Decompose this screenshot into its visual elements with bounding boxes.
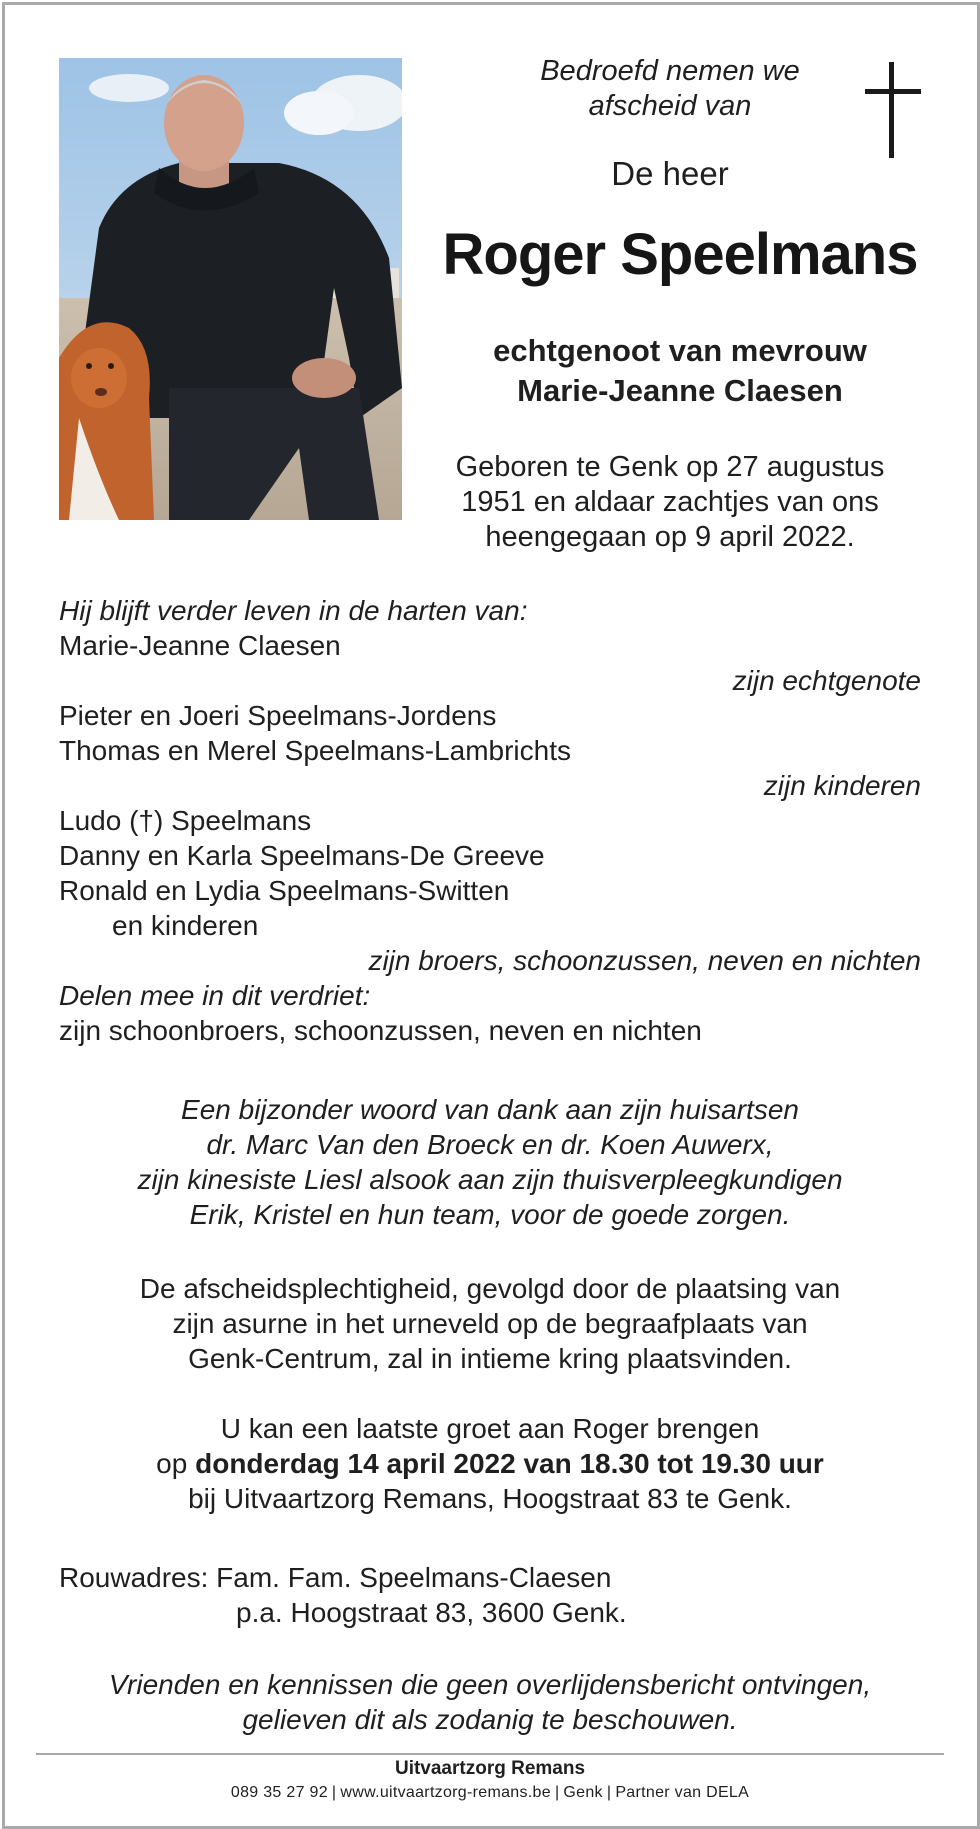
share-heading: Delen mee in dit verdriet:	[59, 980, 371, 1011]
thanks-line-1: Een bijzonder woord van dank aan zijn huisartsen	[181, 1094, 799, 1125]
children-role: zijn kinderen	[763, 770, 921, 801]
ceremony-line-1: De afscheidsplechtigheid, gevolgd door de plaatsing van	[139, 1273, 841, 1304]
deceased-name: Roger Speelmans	[442, 222, 918, 287]
visit-line-1: U kan een laatste groet aan Roger brengen	[220, 1413, 760, 1444]
thanks-line-4: Erik, Kristel en hun team, voor de goede zorgen.	[189, 1199, 791, 1230]
address-line-2: p.a. Hoogstraat 83, 3600 Genk.	[236, 1597, 627, 1628]
siblings-role: zijn broers, schoonzussen, neven en nichten	[368, 945, 921, 976]
visit-line-3: bij Uitvaartzorg Remans, Hoogstraat 83 te Genk.	[188, 1483, 792, 1514]
sibling-2: Danny en Karla Speelmans-De Greeve	[59, 840, 545, 871]
family-heading: Hij blijft verder leven in de harten van:	[59, 595, 528, 626]
sibling-3: Ronald en Lydia Speelmans-Switten	[59, 875, 510, 906]
share-text: zijn schoonbroers, schoonzussen, neven en nichten	[59, 1015, 702, 1046]
birth-line-2: 1951 en aldaar zachtjes van ons	[461, 486, 879, 518]
sibling-1: Ludo (†) Speelmans	[59, 805, 312, 836]
visit-prefix: op	[156, 1448, 196, 1479]
child-2: Thomas en Merel Speelmans-Lambrichts	[59, 735, 571, 766]
spouse-role: zijn echtgenote	[732, 665, 921, 696]
title-prefix: De heer	[611, 155, 729, 192]
footer-separator: |	[554, 1784, 560, 1801]
address-line-1: Rouwadres: Fam. Fam. Speelmans-Claesen	[59, 1562, 612, 1593]
footer-separator: |	[606, 1784, 612, 1801]
footer-phone: 089 35 27 92	[230, 1784, 328, 1801]
birth-line-3: heengegaan op 9 april 2022.	[485, 521, 855, 553]
intro-line-1: Bedroefd nemen we	[540, 55, 800, 87]
intro-line-2: afscheid van	[588, 90, 752, 122]
spouse-line-2: Marie-Jeanne Claesen	[517, 373, 843, 408]
spouse-line-1: echtgenoot van mevrouw	[493, 333, 867, 368]
footer-city: Genk	[563, 1784, 603, 1801]
footer-company: Uitvaartzorg Remans	[394, 1758, 586, 1779]
thanks-line-3: zijn kinesiste Liesl alsook aan zijn thuisverpleegkundigen	[137, 1164, 843, 1195]
siblings-extra: en kinderen	[112, 910, 259, 941]
footer-partner: Partner van DELA	[615, 1784, 750, 1801]
closing-line-2: gelieven dit als zodanig te beschouwen.	[242, 1704, 738, 1735]
visit-datetime: donderdag 14 april 2022 van 18.30 tot 19.30 uur	[195, 1448, 824, 1479]
ceremony-line-2: zijn asurne in het urneveld op de begraafplaats van	[172, 1308, 808, 1339]
ceremony-line-3: Genk-Centrum, zal in intieme kring plaatsvinden.	[188, 1343, 792, 1374]
footer-contact	[0, 1782, 980, 1804]
spouse-name: Marie-Jeanne Claesen	[59, 630, 341, 661]
child-1: Pieter en Joeri Speelmans-Jordens	[59, 700, 497, 731]
thanks-line-2: dr. Marc Van den Broeck en dr. Koen Auwerx,	[206, 1129, 774, 1160]
visit-line-2	[0, 1446, 980, 1481]
footer-separator: |	[331, 1784, 337, 1801]
cross-icon	[865, 62, 921, 158]
footer-divider	[36, 1753, 944, 1755]
footer-website[interactable]: www.uitvaartzorg-remans.be	[340, 1784, 551, 1801]
closing-line-1: Vrienden en kennissen die geen overlijdensbericht ontvingen,	[108, 1669, 872, 1700]
birth-line-1: Geboren te Genk op 27 augustus	[455, 451, 885, 483]
portrait-photo	[59, 58, 402, 520]
